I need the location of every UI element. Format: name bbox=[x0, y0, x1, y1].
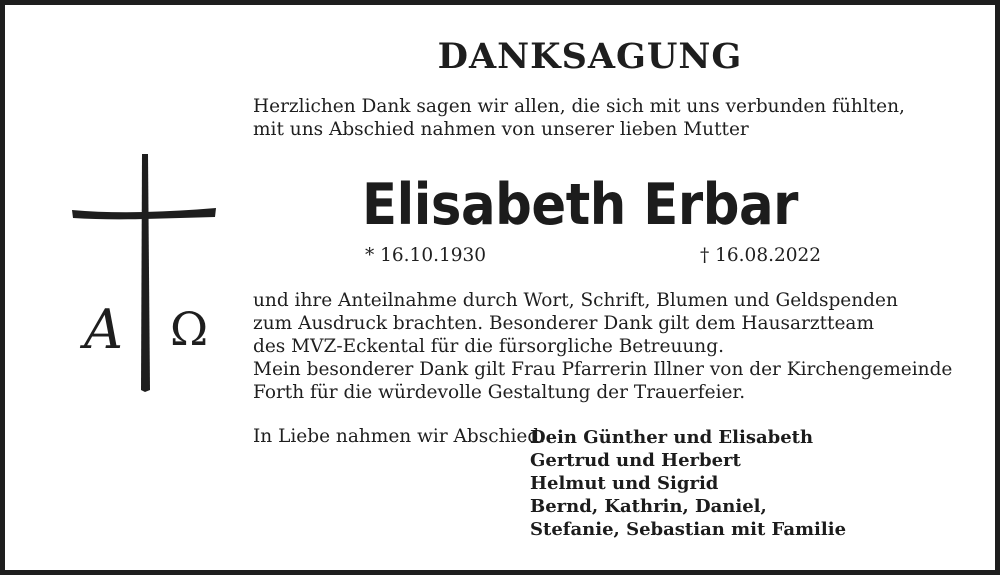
body-line: und ihre Anteilnahme durch Wort, Schrift, Blumen und Geldspenden bbox=[253, 290, 898, 311]
death-date: † 16.08.2022 bbox=[700, 245, 822, 266]
notice-heading: DANKSAGUNG bbox=[437, 36, 743, 77]
cross-alpha-omega-icon bbox=[66, 150, 222, 395]
body-line: Mein besonderer Dank gilt Frau Pfarrerin Illner von der Kirchengemeinde bbox=[253, 359, 953, 380]
signers-list bbox=[530, 426, 846, 541]
signer-line: Stefanie, Sebastian mit Familie bbox=[530, 519, 847, 540]
signer-line: Gertrud und Herbert bbox=[530, 450, 741, 471]
birth-date: * 16.10.1930 bbox=[365, 245, 487, 266]
alpha-symbol: A bbox=[84, 298, 123, 361]
body-line: des MVZ-Eckental für die fürsorgliche Betreuung. bbox=[253, 336, 724, 357]
intro-line: Herzlichen Dank sagen wir allen, die sich mit uns verbunden fühlten, bbox=[253, 96, 905, 117]
omega-symbol: Ω bbox=[170, 302, 209, 356]
signer-line: Helmut und Sigrid bbox=[530, 473, 719, 494]
body-line: Forth für die würdevolle Gestaltung der Trauerfeier. bbox=[253, 382, 746, 403]
body-line: zum Ausdruck brachten. Besonderer Dank gilt dem Hausarztteam bbox=[253, 313, 875, 334]
deceased-name: Elisabeth Erbar bbox=[362, 172, 799, 238]
intro-line: mit uns Abschied nahmen von unserer lieben Mutter bbox=[253, 119, 749, 140]
signature-label: In Liebe nahmen wir Abschied: bbox=[253, 426, 546, 447]
body-text bbox=[253, 289, 952, 404]
intro-text bbox=[253, 95, 905, 141]
signer-line: Dein Günther und Elisabeth bbox=[530, 427, 814, 448]
signer-line: Bernd, Kathrin, Daniel, bbox=[530, 496, 767, 517]
